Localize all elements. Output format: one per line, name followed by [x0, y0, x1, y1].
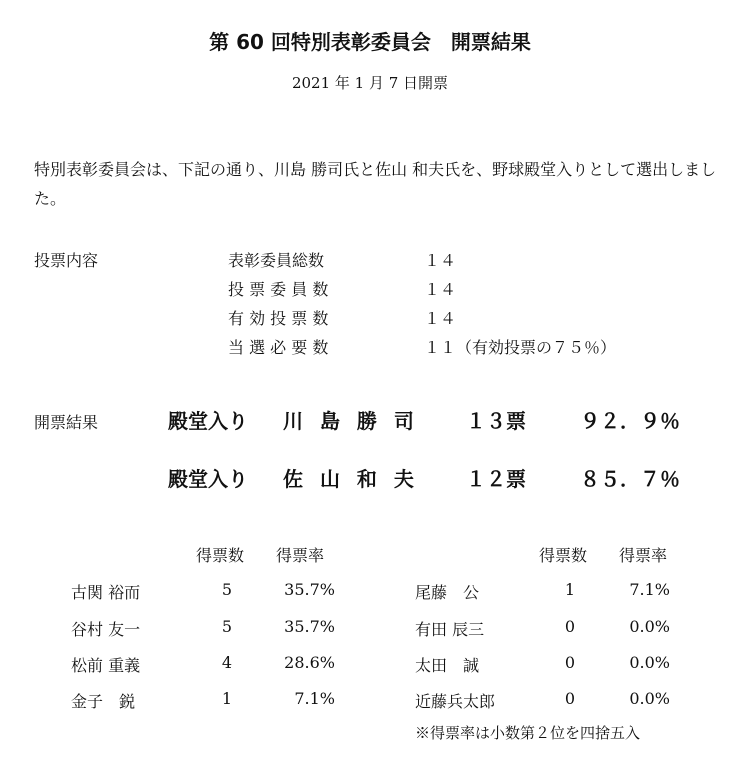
intro-paragraph: 特別表彰委員会は、下記の通り、川島 勝司氏と佐山 和夫氏を、野球殿堂入りとして選出しました。	[34, 160, 717, 208]
candidate-name: 有田 辰三	[415, 620, 485, 639]
candidate-rate: 7.1%	[629, 580, 670, 599]
candidate-votes: 5	[221, 617, 233, 636]
candidate-rate: 0.0%	[629, 653, 670, 672]
voting-row-value: １４	[424, 280, 457, 299]
candidate-name: 谷村 友一	[71, 620, 141, 639]
candidate-rate: 0.0%	[629, 689, 670, 708]
candidate-votes: 0	[564, 689, 576, 708]
voting-row-label: 有 効 投 票 数	[228, 309, 329, 328]
candidate-name: 松前 重義	[71, 656, 141, 675]
result-percent: ８５．７％	[580, 467, 680, 491]
voting-row-label: 当 選 必 要 数	[228, 338, 329, 357]
candidate-name: 古関 裕而	[71, 583, 141, 602]
candidate-votes: 0	[564, 653, 576, 672]
candidate-rate: 35.7%	[284, 580, 335, 599]
candidate-rate: 7.1%	[294, 689, 335, 708]
column-header-votes: 得票数	[539, 546, 588, 565]
column-header-votes: 得票数	[196, 546, 245, 565]
rounding-note: ※得票率は小数第２位を四捨五入	[415, 724, 641, 742]
candidate-name: 太田 誠	[415, 656, 480, 675]
voting-row-value: １１（有効投票の７５％）	[424, 338, 617, 357]
candidate-name: 近藤兵太郎	[415, 692, 496, 711]
result-votes: １３票	[466, 409, 526, 433]
vote-date: 2021 年 1 月 7 日開票	[291, 74, 449, 92]
voting-row-value: １４	[424, 251, 457, 270]
candidate-rate: 35.7%	[284, 617, 335, 636]
voting-row-label: 表彰委員総数	[228, 251, 325, 270]
result-votes: １２票	[466, 467, 526, 491]
candidate-votes: 1	[564, 580, 576, 599]
candidate-votes: 1	[221, 689, 233, 708]
candidate-rate: 28.6%	[284, 653, 335, 672]
candidate-name: 金子 鋭	[71, 692, 136, 711]
page-title: 第 60 回特別表彰委員会 開票結果	[209, 30, 531, 54]
column-header-rate: 得票率	[276, 546, 325, 565]
results-section-label: 開票結果	[34, 413, 99, 432]
column-header-rate: 得票率	[619, 546, 668, 565]
result-percent: ９２．９％	[580, 409, 680, 433]
result-status: 殿堂入り	[168, 467, 248, 491]
candidate-rate: 0.0%	[629, 617, 670, 636]
voting-row-value: １４	[424, 309, 457, 328]
result-name: 佐 山 和 夫	[283, 467, 414, 491]
result-status: 殿堂入り	[168, 409, 248, 433]
candidate-name: 尾藤 公	[415, 583, 480, 602]
voting-row-label: 投 票 委 員 数	[228, 280, 329, 299]
candidate-votes: 0	[564, 617, 576, 636]
candidate-votes: 5	[221, 580, 233, 599]
voting-section-label: 投票内容	[34, 251, 99, 270]
candidate-votes: 4	[221, 653, 233, 672]
result-name: 川 島 勝 司	[283, 409, 414, 433]
